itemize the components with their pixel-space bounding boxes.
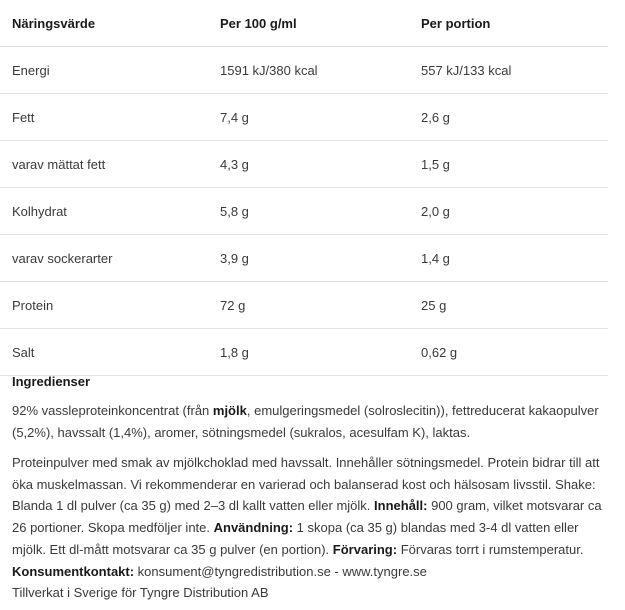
ingredients-title: Ingredienser	[12, 374, 91, 389]
value-per-100g: 1,8 g	[220, 344, 249, 360]
value-per-100g: 5,8 g	[220, 203, 249, 219]
nutrient-name: Energi	[12, 62, 50, 78]
table-row	[0, 47, 608, 94]
header-nutrient: Näringsvärde	[12, 16, 96, 31]
nutrient-name: varav mättat fett	[12, 156, 106, 172]
value-per-100g: 7,4 g	[220, 109, 249, 125]
description-text: Förvaras torrt i rumstemperatur.	[397, 541, 584, 557]
product-description	[12, 452, 612, 604]
description-text: 900 gram, vilket motsvarar ca 26 portioner. Skopa medföljer inte.	[12, 498, 602, 536]
value-per-portion: 2,0 g	[421, 203, 450, 219]
value-per-100g: 4,3 g	[220, 156, 249, 172]
ingredients-text-post: , emulgeringsmedel (solroslecitin)), fettreducerat kakaopulver (5,2%), havssalt (1,4%), aromer, sötningsmedel (sukralos, acesulfam K), laktas.	[12, 403, 599, 440]
value-per-100g: 72 g	[220, 297, 246, 313]
table-header-row	[0, 0, 608, 47]
ingredients-text	[12, 400, 602, 444]
value-per-portion: 557 kJ/133 kcal	[421, 62, 512, 78]
manufacturer-text: Tillverkat i Sverige för Tyngre Distribution AB	[12, 585, 269, 601]
usage-label: Användning:	[213, 520, 294, 536]
header-per-100g: Per 100 g/ml	[220, 16, 297, 31]
contact-text: konsument@tyngredistribution.se - www.tyngre.se	[134, 563, 427, 579]
allergen-milk: mjölk	[212, 403, 247, 418]
nutrient-name: varav sockerarter	[12, 250, 113, 266]
nutrient-name: Salt	[12, 344, 35, 360]
table-row	[0, 282, 608, 329]
table-row	[0, 235, 608, 282]
value-per-portion: 2,6 g	[421, 109, 450, 125]
value-per-100g: 3,9 g	[220, 250, 249, 266]
value-per-portion: 1,4 g	[421, 250, 450, 266]
contact-label: Konsumentkontakt:	[12, 563, 135, 579]
value-per-portion: 1,5 g	[421, 156, 450, 172]
nutrient-name: Protein	[12, 297, 54, 313]
value-per-portion: 0,62 g	[421, 344, 458, 360]
description-text: 1 skopa (ca 35 g) blandas med 3-4 dl vatten eller mjölk. Ett dl-mått motsvarar ca 35 g pulver (en portion).	[12, 520, 579, 557]
value-per-100g: 1591 kJ/380 kcal	[220, 62, 318, 78]
value-per-portion: 25 g	[421, 297, 447, 313]
content-label: Innehåll:	[374, 498, 428, 514]
description-text: Proteinpulver med smak av mjölkchoklad med havssalt. Innehåller sötningsmedel. Protein bidrar till att öka muskelmassan. Vi rekommenderar en varierad och balanserad kost och hälsosam livsstil. Shake: Blanda 1 dl pulver (ca 35 g) med 2–3 dl kallt vatten eller mjölk.	[12, 455, 600, 514]
nutrient-name: Kolhydrat	[12, 203, 67, 219]
table-row	[0, 141, 608, 188]
header-per-portion: Per portion	[421, 16, 491, 31]
table-row	[0, 329, 608, 376]
nutrient-name: Fett	[12, 109, 35, 125]
ingredients-text-pre: 92% vassleproteinkoncentrat (från	[12, 403, 213, 418]
storage-label: Förvaring:	[332, 541, 398, 557]
table-row	[0, 94, 608, 141]
table-row	[0, 188, 608, 235]
